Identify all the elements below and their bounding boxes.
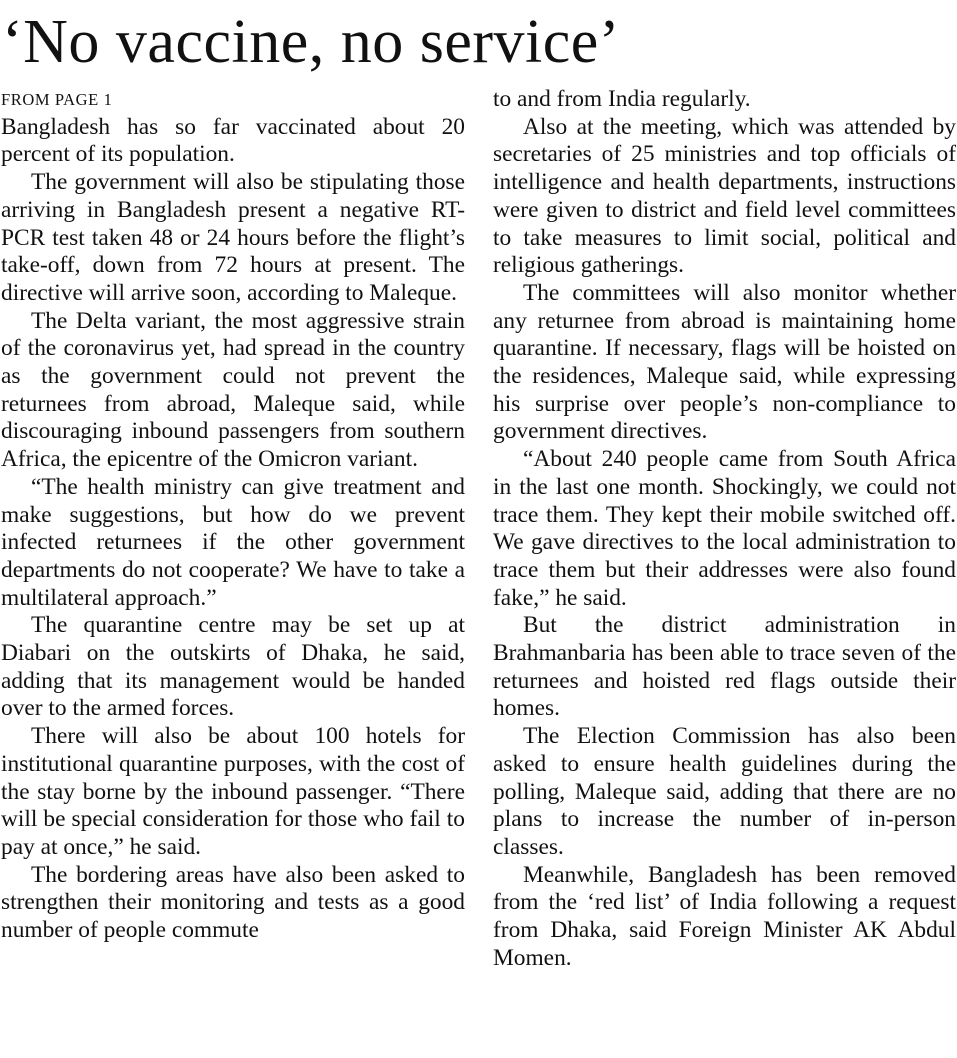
paragraph: “About 240 people came from South Africa in the last one month. Shockingly, we could not trace them. They kept their mobile switched off. We gave directives to the local administration to trace them but their addresses were also found fake,” he said. [493,446,956,611]
paragraph: Meanwhile, Bangladesh has been removed from the ‘red list’ of India following a request from Dhaka, said Foreign Minister AK Abdul Momen. [493,861,956,971]
paragraph: The committees will also monitor whether any returnee from abroad is maintaining home quarantine. If necessary, flags will be hoisted on the residences, Maleque said, while expressing his surprise over people’s non-compliance to government directives. [493,279,956,445]
paragraph: The Election Commission has also been asked to ensure health guidelines during the polling, Maleque said, adding that there are no plans to increase the number of in-person classes. [493,723,956,860]
kicker-from-page: FROM PAGE 1 [1,90,113,109]
paragraph: The government will also be stipulating those arriving in Bangladesh present a negative RT-PCR test taken 48 or 24 hours before the flight’s take-off, down from 72 hours at present. The directive will arrive soon, according to Maleque. [1,169,465,306]
paragraph: “The health ministry can give treatment and make suggestions, but how do we prevent infected returnees if the other government departments do not cooperate? We have to take a multilateral approach.” [1,473,465,611]
paragraph: Also at the meeting, which was attended by secretaries of 25 ministries and top officials of intelligence and health departments, instructions were given to district and field level committees to take measures to limit social, political and religious gatherings. [493,113,956,279]
paragraph: Bangladesh has so far vaccinated about 20 percent of its population. [1,113,465,168]
paragraph: The bordering areas have also been asked to strengthen their monitoring and tests as a good number of people commute [1,861,465,944]
article-column-left [1,86,465,945]
headline: ‘No vaccine, no service’ [2,8,620,76]
paragraph: But the district administration in Brahmanbaria has been able to trace seven of the returnees and hoisted red flags outside their homes. [493,612,956,722]
article-column-right [493,86,956,973]
paragraph: to and from India regularly. [493,86,751,112]
paragraph: The Delta variant, the most aggressive strain of the coronavirus yet, had spread in the country as the government could not prevent the returnees from abroad, Maleque said, while discouraging inbound passengers from southern Africa, the epicentre of the Omicron variant. [1,307,465,473]
paragraph: There will also be about 100 hotels for institutional quarantine purposes, with the cost of the stay borne by the inbound passenger. “There will be special consideration for those who fail to pay at once,” he said. [1,723,465,860]
paragraph: The quarantine centre may be set up at Diabari on the outskirts of Dhaka, he said, adding that its management would be handed over to the armed forces. [1,612,465,722]
